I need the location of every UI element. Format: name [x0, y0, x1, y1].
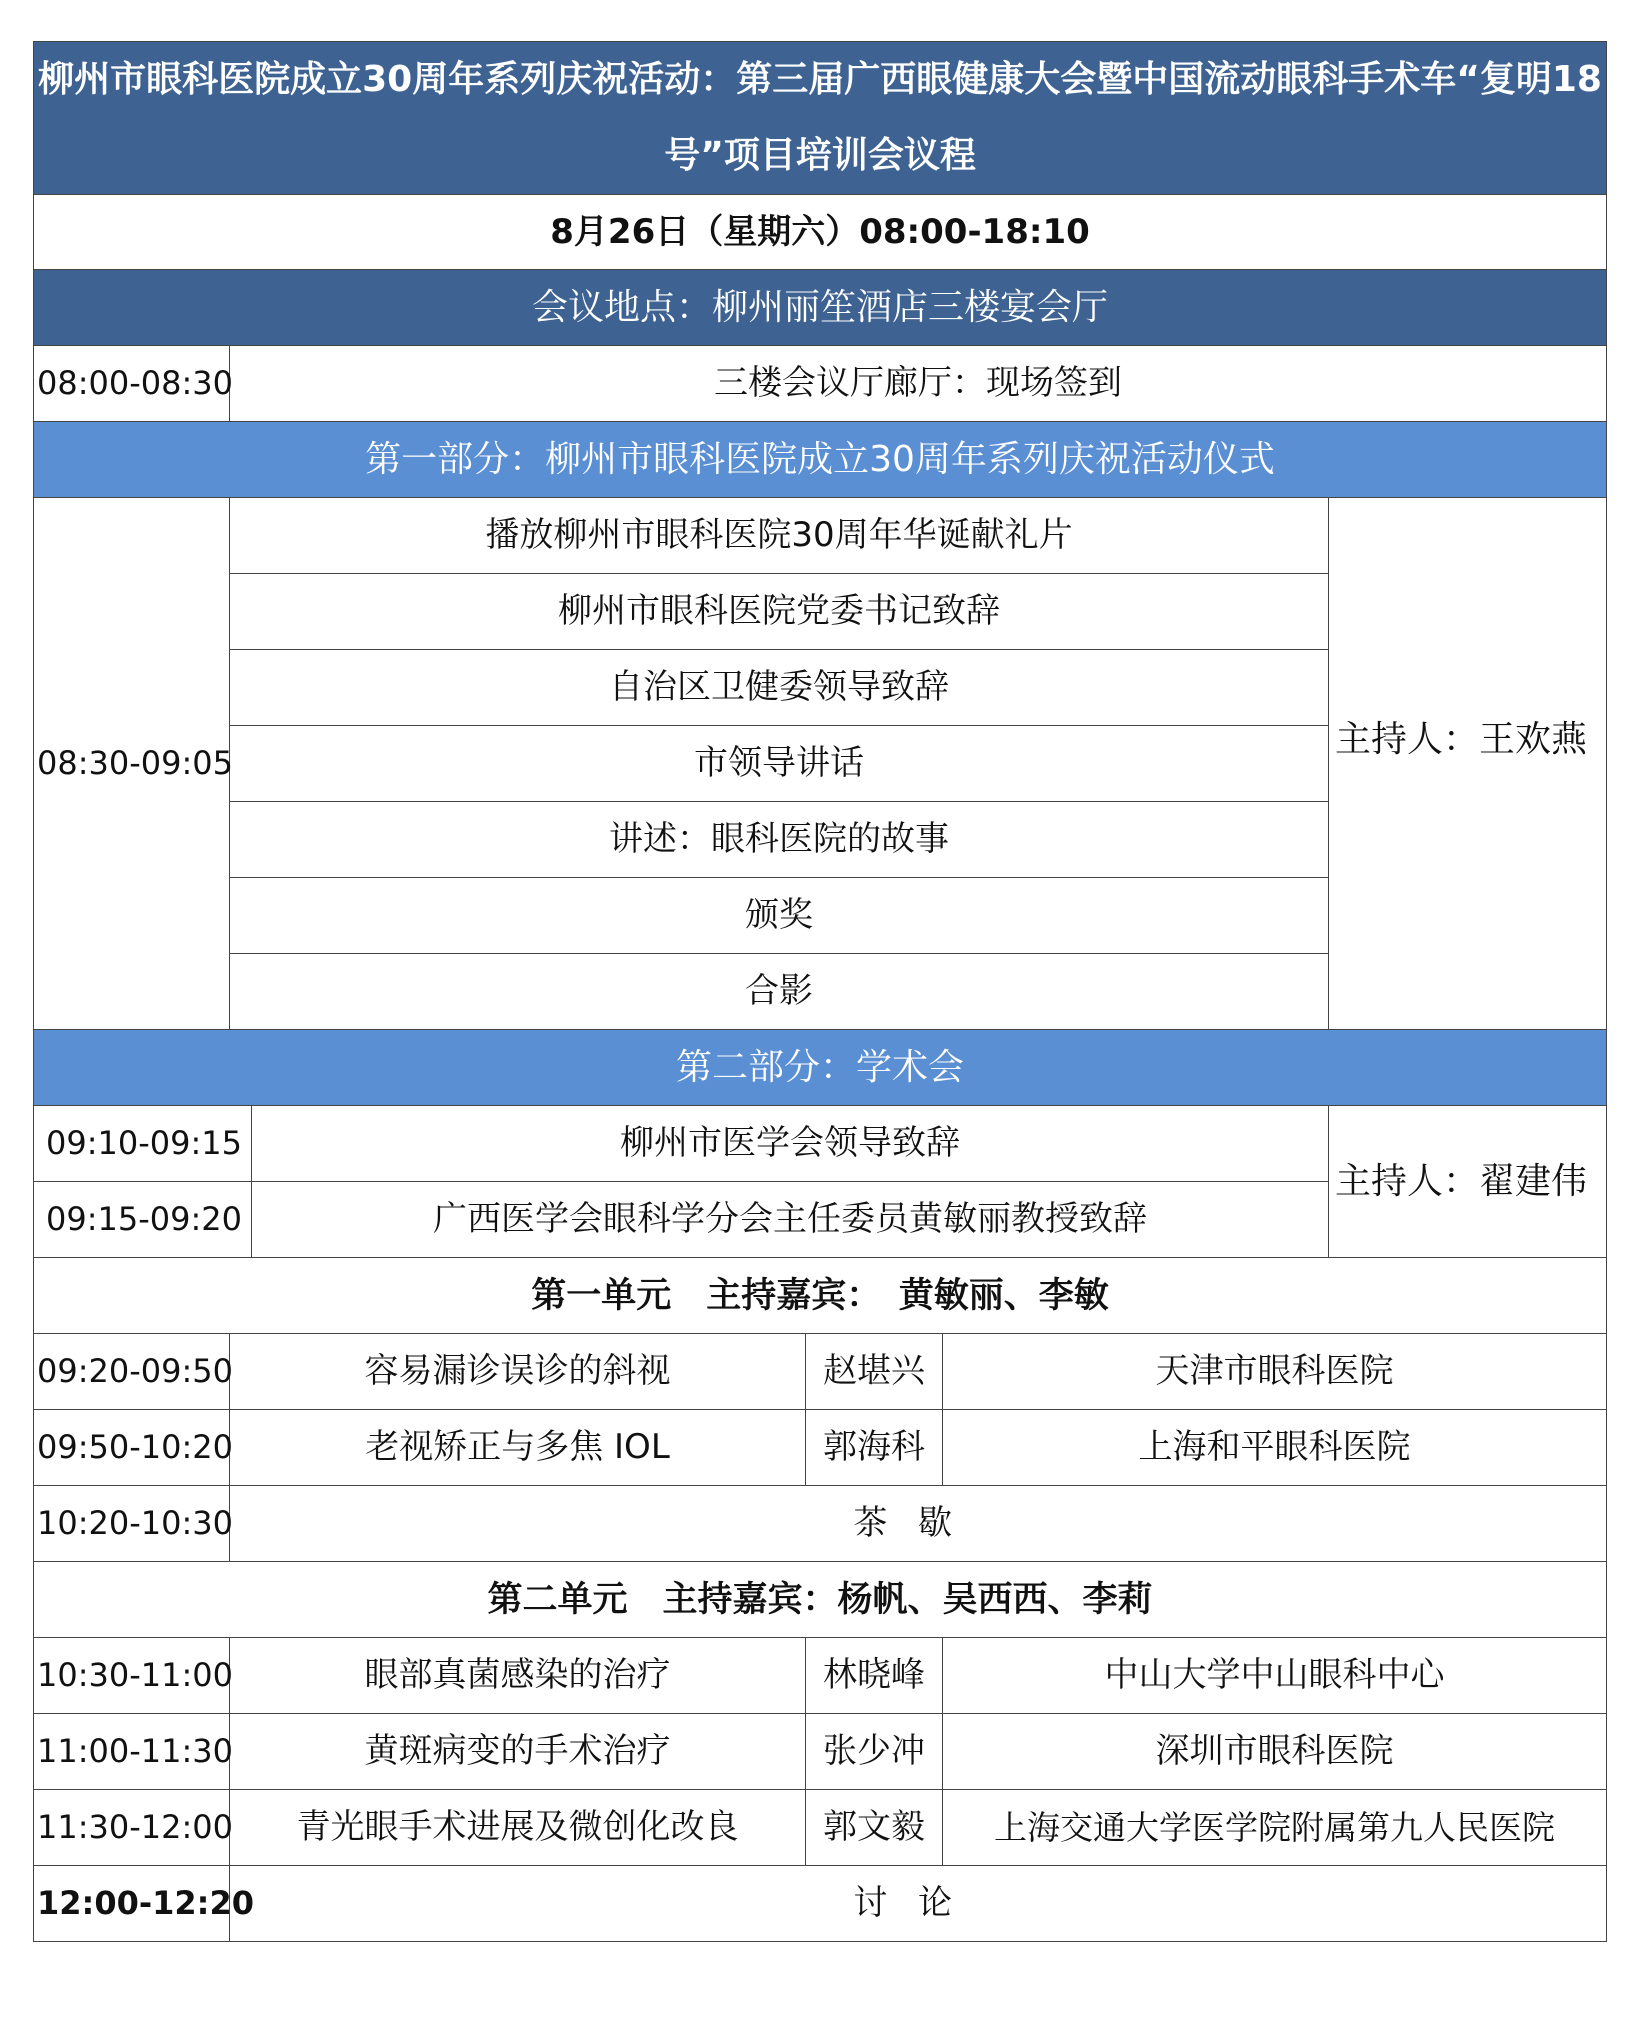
part1-item: 自治区卫健委领导致辞: [230, 650, 1329, 726]
discussion-row: [34, 1866, 1607, 1942]
talk-topic: 黄斑病变的手术治疗: [230, 1714, 806, 1790]
speaker-org: 天津市眼科医院: [943, 1334, 1607, 1410]
part1-item: 合影: [230, 954, 1329, 1030]
part1-time: 08:30-09:05: [34, 498, 230, 1030]
speaker-org: 深圳市眼科医院: [943, 1714, 1607, 1790]
time-cell: 11:00-11:30: [34, 1714, 230, 1790]
speaker-name: 郭文毅: [806, 1790, 943, 1866]
time-cell: 09:15-09:20: [34, 1182, 252, 1258]
time-cell: 09:50-10:20: [34, 1410, 230, 1486]
part1-item: 颁奖: [230, 878, 1329, 954]
date-line: 8月26日（星期六）08:00-18:10: [34, 195, 1607, 270]
tea-break: 茶歇: [230, 1486, 1607, 1562]
talk-topic: 青光眼手术进展及微创化改良: [230, 1790, 806, 1866]
unit2-heading: 第二单元 主持嘉宾：杨帆、吴西西、李莉: [34, 1562, 1607, 1638]
talk-row: [34, 1638, 1607, 1714]
speaker-org: 上海交通大学医学院附属第九人民医院: [943, 1790, 1607, 1866]
time-cell: 08:00-08:30: [34, 346, 230, 422]
speaker-name: 林晓峰: [806, 1638, 943, 1714]
part1-item: 讲述：眼科医院的故事: [230, 802, 1329, 878]
part1-item: 柳州市眼科医院党委书记致辞: [230, 574, 1329, 650]
agenda-title: 柳州市眼科医院成立30周年系列庆祝活动：第三届广西眼健康大会暨中国流动眼科手术车“复明18号”项目培训会议程: [34, 42, 1607, 195]
talk-row: [34, 1410, 1607, 1486]
part1-heading: 第一部分：柳州市眼科医院成立30周年系列庆祝活动仪式: [34, 422, 1607, 498]
talk-row: [34, 1714, 1607, 1790]
part2-row: [34, 1106, 1607, 1182]
time-cell: 11:30-12:00: [34, 1790, 230, 1866]
signin-row: [34, 346, 1607, 422]
part2-item: 柳州市医学会领导致辞: [252, 1106, 1329, 1182]
speaker-name: 赵堪兴: [806, 1334, 943, 1410]
talk-row: [34, 1790, 1607, 1866]
talk-row: [34, 1334, 1607, 1410]
time-cell: 09:10-09:15: [34, 1106, 252, 1182]
break-row: [34, 1486, 1607, 1562]
talk-topic: 眼部真菌感染的治疗: [230, 1638, 806, 1714]
time-cell: 10:20-10:30: [34, 1486, 230, 1562]
talk-topic: 老视矫正与多焦 IOL: [230, 1410, 806, 1486]
agenda-page: [33, 41, 1606, 1942]
speaker-name: 郭海科: [806, 1410, 943, 1486]
signin-item: 三楼会议厅廊厅：现场签到: [230, 346, 1607, 422]
discussion: 讨论: [230, 1866, 1607, 1942]
part1-host: 主持人：王欢燕: [1329, 498, 1607, 1030]
speaker-org: 中山大学中山眼科中心: [943, 1638, 1607, 1714]
speaker-name: 张少冲: [806, 1714, 943, 1790]
part2-item: 广西医学会眼科学分会主任委员黄敏丽教授致辞: [252, 1182, 1329, 1258]
speaker-org: 上海和平眼科医院: [943, 1410, 1607, 1486]
part1-item: 市领导讲话: [230, 726, 1329, 802]
time-cell: 10:30-11:00: [34, 1638, 230, 1714]
part2-host: 主持人：翟建伟: [1329, 1106, 1607, 1258]
part2-heading: 第二部分：学术会: [34, 1030, 1607, 1106]
unit1-heading: 第一单元 主持嘉宾： 黄敏丽、李敏: [34, 1258, 1607, 1334]
talk-topic: 容易漏诊误诊的斜视: [230, 1334, 806, 1410]
time-cell: 09:20-09:50: [34, 1334, 230, 1410]
venue-banner: 会议地点：柳州丽笙酒店三楼宴会厅: [34, 270, 1607, 346]
agenda-table: [33, 41, 1607, 1942]
part1-item: 播放柳州市眼科医院30周年华诞献礼片: [230, 498, 1329, 574]
part1-row: [34, 498, 1607, 574]
time-cell: 12:00-12:20: [34, 1866, 230, 1942]
